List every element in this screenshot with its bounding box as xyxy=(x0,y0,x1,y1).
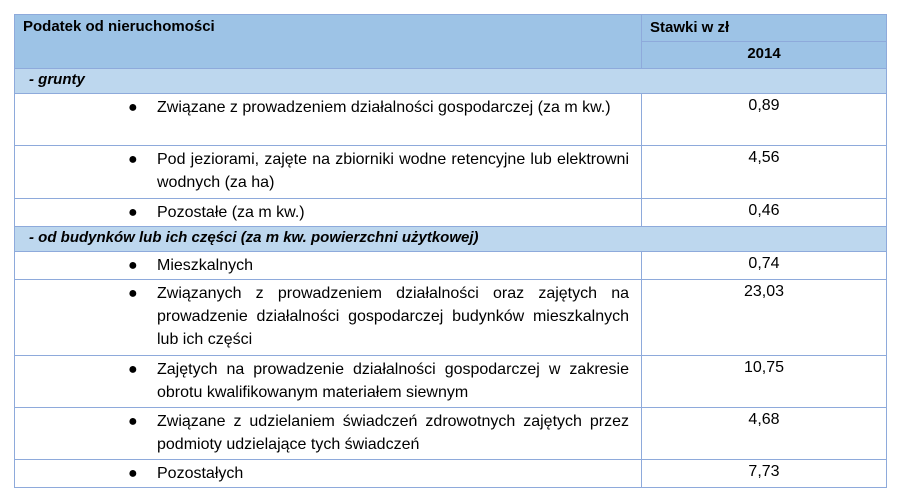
item-text: Związanych z prowadzeniem działalności oraz zajętych na prowadzenie działalności gospodarczej budynków mieszkalnych lub ich części xyxy=(157,285,629,348)
table-row xyxy=(15,408,887,460)
tax-rates-table xyxy=(14,14,887,488)
section-row-budynki xyxy=(15,227,887,252)
item-value: 7,73 xyxy=(642,460,887,488)
section-row-grunty xyxy=(15,69,887,94)
table-row xyxy=(15,146,887,199)
item-value: 0,46 xyxy=(642,199,887,227)
item-description xyxy=(15,252,642,280)
item-text: Pod jeziorami, zajęte na zbiorniki wodne retencyjne lub elektrowni wodnych (za ha) xyxy=(157,151,629,191)
tax-rates-table-container xyxy=(14,14,886,488)
table-row xyxy=(15,94,887,146)
section-title: - grunty xyxy=(15,69,887,94)
item-value: 4,56 xyxy=(642,146,887,199)
bullet-icon: ● xyxy=(128,99,138,116)
table-row xyxy=(15,280,887,356)
item-text: Pozostałe (za m kw.) xyxy=(157,204,305,221)
table-row xyxy=(15,199,887,227)
header-year: 2014 xyxy=(642,42,887,69)
item-value: 10,75 xyxy=(642,356,887,408)
item-description xyxy=(15,280,642,356)
bullet-icon: ● xyxy=(128,285,138,302)
item-value: 4,68 xyxy=(642,408,887,460)
header-rates: Stawki w zł xyxy=(642,15,887,42)
header-row xyxy=(15,15,887,42)
item-value: 0,74 xyxy=(642,252,887,280)
bullet-icon: ● xyxy=(128,257,138,274)
item-value: 0,89 xyxy=(642,94,887,146)
item-description xyxy=(15,199,642,227)
item-text: Związane z udzielaniem świadczeń zdrowotnych zajętych przez podmioty udzielające tych świadczeń xyxy=(157,413,629,453)
table-row xyxy=(15,252,887,280)
item-description xyxy=(15,146,642,199)
item-text: Pozostałych xyxy=(157,465,244,482)
header-tax-type: Podatek od nieruchomości xyxy=(15,15,642,69)
table-row xyxy=(15,460,887,488)
section-title: - od budynków lub ich części (za m kw. powierzchni użytkowej) xyxy=(15,227,887,252)
item-value: 23,03 xyxy=(642,280,887,356)
item-description xyxy=(15,94,642,146)
item-text: Zajętych na prowadzenie działalności gospodarczej w zakresie obrotu kwalifikowanym materiałem siewnym xyxy=(157,361,629,401)
bullet-icon: ● xyxy=(128,413,138,430)
item-description xyxy=(15,408,642,460)
item-description xyxy=(15,356,642,408)
bullet-icon: ● xyxy=(128,361,138,378)
bullet-icon: ● xyxy=(128,151,138,168)
item-description xyxy=(15,460,642,488)
bullet-icon: ● xyxy=(128,465,138,482)
bullet-icon: ● xyxy=(128,204,138,221)
item-text: Związane z prowadzeniem działalności gospodarczej (za m kw.) xyxy=(157,99,611,116)
item-text: Mieszkalnych xyxy=(157,257,254,274)
table-row xyxy=(15,356,887,408)
